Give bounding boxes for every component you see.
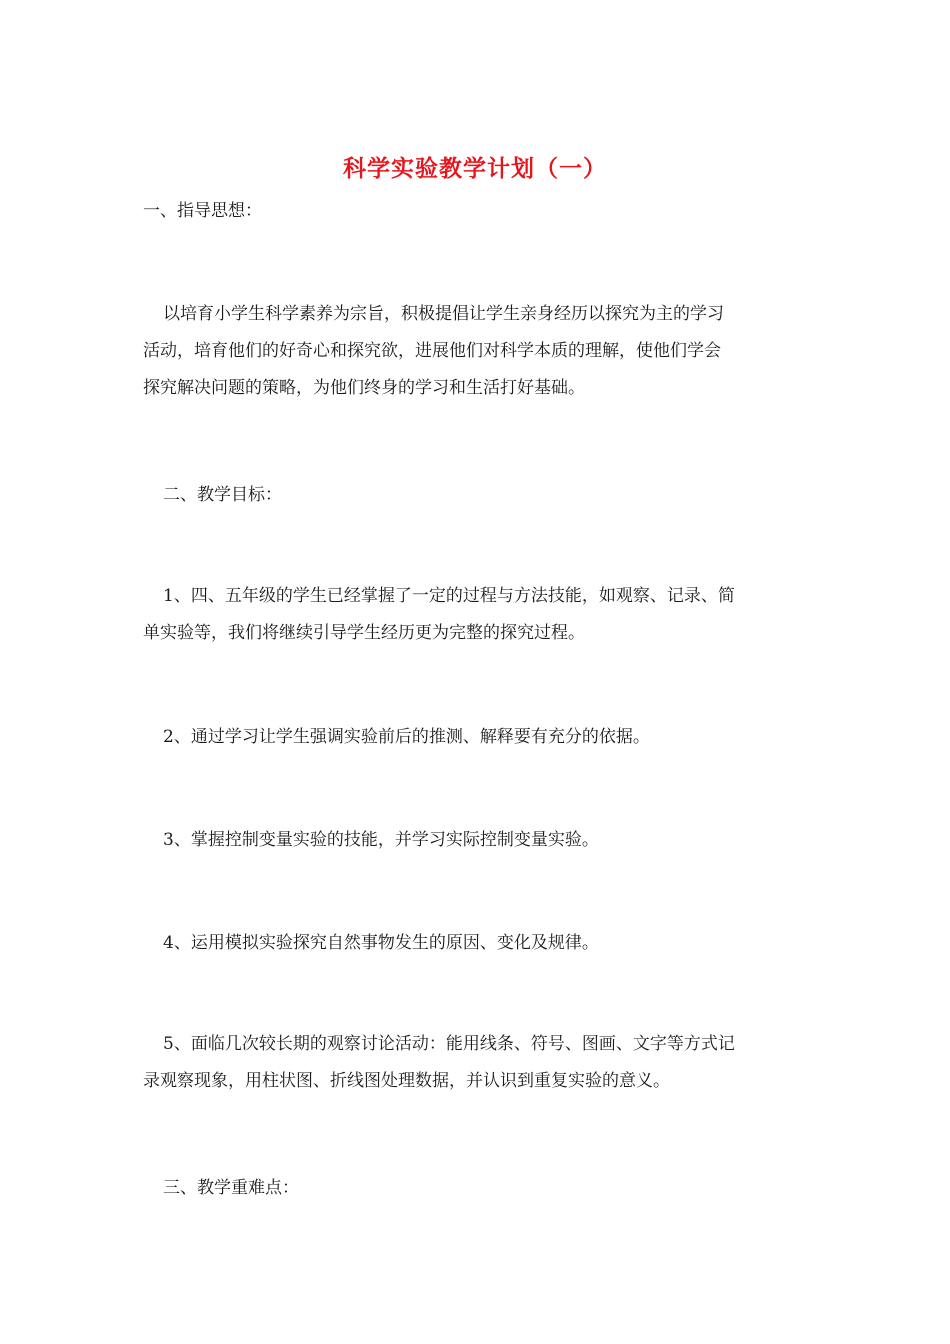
paragraph-goal-3: 3、掌握控制变量实验的技能，并学习实际控制变量实验。 <box>163 830 599 850</box>
section-heading-guiding-thought: 一、指导思想： <box>143 201 262 221</box>
paragraph-line: 以培育小学生科学素养为宗旨，积极提倡让学生亲身经历以探究为主的学习 <box>163 304 724 324</box>
paragraph-goal-5 <box>143 1026 813 1100</box>
paragraph-goal-4: 4、运用模拟实验探究自然事物发生的原因、变化及规律。 <box>163 933 599 953</box>
section-heading-teaching-goals: 二、教学目标： <box>163 485 282 505</box>
paragraph-goal-1 <box>143 578 813 652</box>
document-title: 科学实验教学计划（一） <box>343 156 607 182</box>
paragraph-goal-2: 2、通过学习让学生强调实验前后的推测、解释要有充分的依据。 <box>163 727 650 747</box>
paragraph-line: 单实验等，我们将继续引导学生经历更为完整的探究过程。 <box>143 623 585 643</box>
paragraph-guiding-thought <box>143 296 813 407</box>
section-heading-key-difficulties: 三、教学重难点： <box>163 1178 299 1198</box>
paragraph-line: 1、四、五年级的学生已经掌握了一定的过程与方法技能，如观察、记录、简 <box>163 586 735 606</box>
paragraph-line: 活动，培育他们的好奇心和探究欲，进展他们对科学本质的理解，使他们学会 <box>143 341 721 361</box>
paragraph-line: 5、面临几次较长期的观察讨论活动：能用线条、符号、图画、文字等方式记 <box>163 1034 735 1054</box>
paragraph-line: 探究解决问题的策略，为他们终身的学习和生活打好基础。 <box>143 378 585 398</box>
paragraph-line: 录观察现象，用柱状图、折线图处理数据，并认识到重复实验的意义。 <box>143 1071 670 1091</box>
